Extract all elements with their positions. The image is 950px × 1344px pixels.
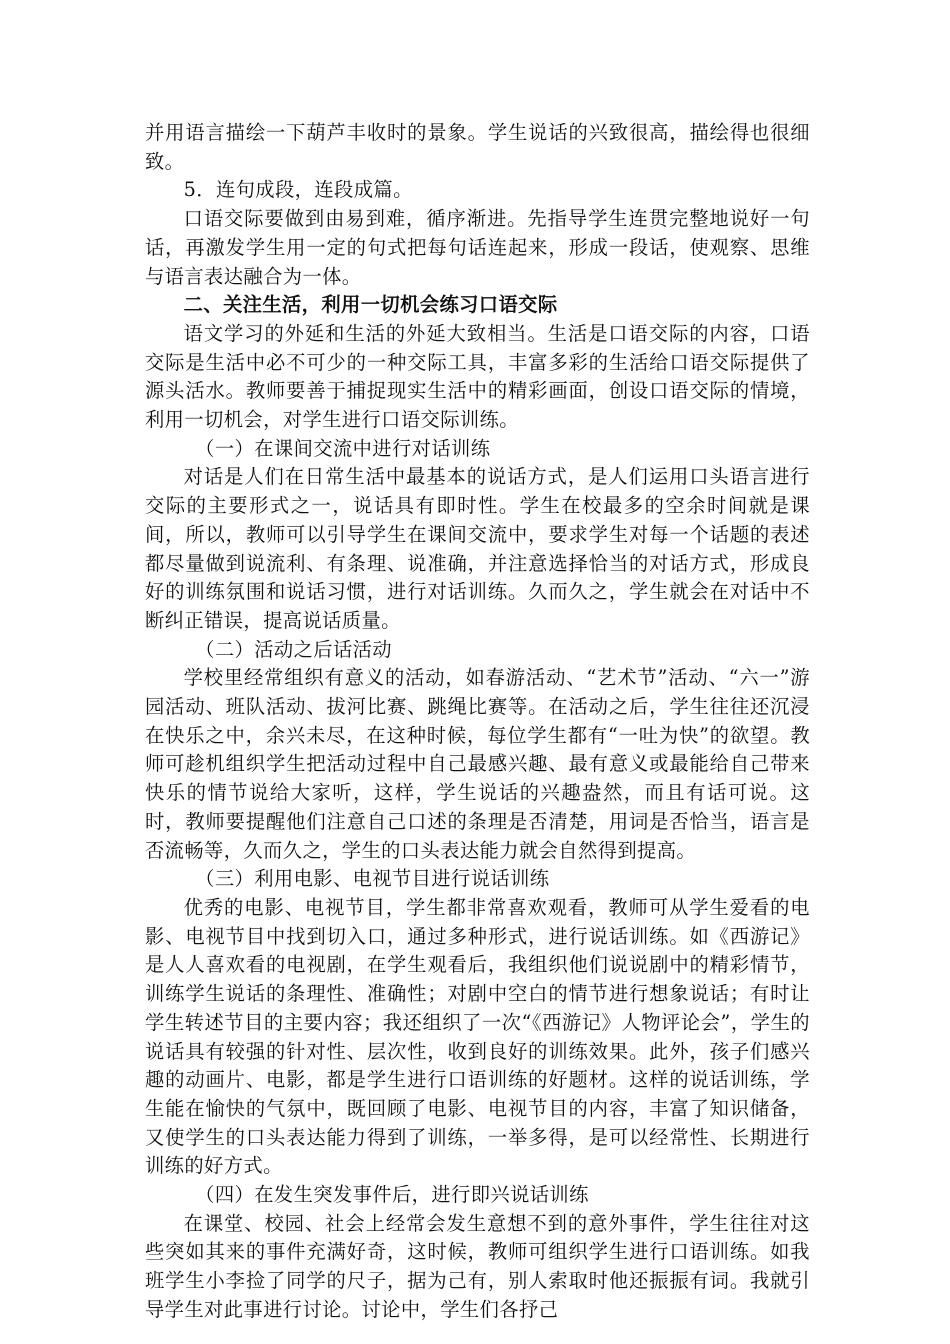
paragraph: 口语交际要做到由易到难，循序渐进。先指导学生连贯完整地说好一句话，再激发学生用一定的句式把每句话连起来，形成一段话，使观察、思维与语言表达融合为一体。 — [145, 207, 810, 288]
paragraph: 语文学习的外延和生活的外延大致相当。生活是口语交际的内容，口语交际是生活中必不可少的一种交际工具，丰富多彩的生活给口语交际提供了源头活水。教师要善于捕捉现实生活中的精彩画面，创设口语交际的情境，利用一切机会，对学生进行口语交际训练。 — [145, 321, 810, 432]
paragraph: 学校里经常组织有意义的活动，如春游活动、“艺术节”活动、“六一”游园活动、班队活动、拔河比赛、跳绳比赛等。在活动之后，学生往往还沉浸在快乐之中，余兴未尽，在这种时候，每位学生都有“一吐为快”的欲望。教师可趁机组织学生把活动过程中自己最感兴趣、最有意义或最能给自己带来快乐的情节说给大家听，这样，学生说话的兴趣盎然，而且有话可说。这时，教师要提醒他们注意自己口述的条理是否清楚，用词是否恰当，语言是否流畅等，久而久之，学生的口头表达能力就会自然得到提高。 — [145, 666, 810, 862]
paragraph: 在课堂、校园、社会上经常会发生意想不到的意外事件，学生往往对这些突如其来的事件充满好奇，这时候，教师可组织学生进行口语训练。如我班学生小李捡了同学的尺子，据为己有，别人索取时他还振振有词。我就引导学生对此事进行讨论。讨论中，学生们各抒己 — [145, 1211, 810, 1321]
paragraph-continued: 并用语言描绘一下葫芦丰收时的景象。学生说话的兴致很高，描绘得也很细致。 — [145, 121, 810, 173]
document-page — [145, 119, 810, 1325]
subsection-heading: （三）利用电影、电视节目进行说话训练 — [195, 867, 550, 891]
paragraph: 对话是人们在日常生活中最基本的说话方式，是人们运用口头语言进行交际的主要形式之一，说话具有即时性。学生在校最多的空余时间就是课间，所以，教师可以引导学生在课间交流中，要求学生对每一个话题的表述都尽量做到说流利、有条理、说准确，并注意选择恰当的对话方式，形成良好的训练氛围和说话习惯，进行对话训练。久而久之，学生就会在对话中不断纠正错误，提高说话质量。 — [145, 465, 810, 632]
paragraph: 优秀的电影、电视节目，学生都非常喜欢观看，教师可从学生爱看的电影、电视节目中找到切入口，通过多种形式，进行说话训练。如《西游记》是人人喜欢看的电视剧，在学生观看后，我组织他们说说剧中的精彩情节，训练学生说话的条理性、准确性；对剧中空白的情节进行想象说话；有时让学生转述节目的主要内容；我还组织了一次“《西游记》人物评论会”，学生的说话具有较强的针对性、层次性，收到良好的训练效果。此外，孩子们感兴趣的动画片、电影，都是学生进行口语训练的好题材。这样的说话训练，学生能在愉快的气氛中，既回顾了电影、电视节目的内容，丰富了知识储备，又使学生的口头表达能力得到了训练，一举多得，是可以经常性、长期进行训练的好方式。 — [145, 895, 810, 1178]
numbered-item: 5．连句成段，连段成篇。 — [183, 178, 413, 202]
section-heading: 二、关注生活，利用一切机会练习口语交际 — [183, 293, 558, 317]
subsection-heading: （二）活动之后话活动 — [195, 637, 392, 661]
subsection-heading: （一）在课间交流中进行对话训练 — [195, 436, 491, 460]
subsection-heading: （四）在发生突发事件后，进行即兴说话训练 — [195, 1183, 589, 1207]
